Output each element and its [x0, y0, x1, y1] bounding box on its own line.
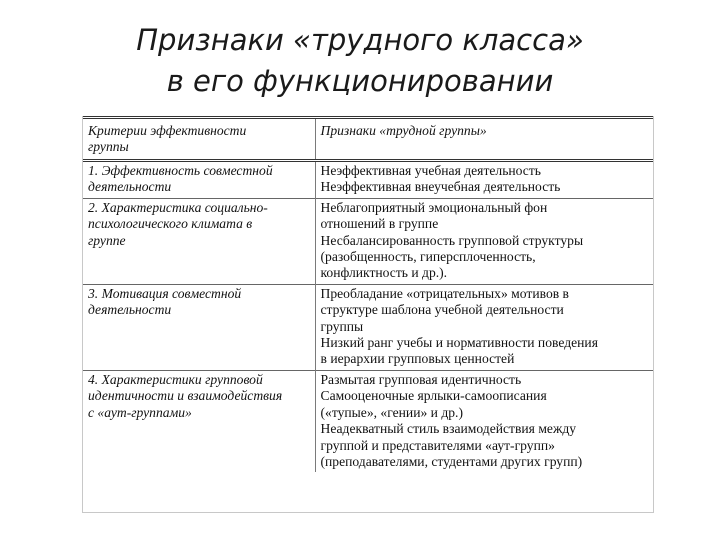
- table-row: [83, 284, 653, 370]
- slide-title-line-1: Признаки «трудного класса»: [136, 23, 584, 57]
- criteria-line: 4. Характеристики групповой: [88, 371, 263, 387]
- header-criteria-line: группы: [88, 139, 129, 155]
- row-4-signs: [315, 370, 653, 472]
- criteria-line: 1. Эффективность совместной: [88, 163, 273, 178]
- table-row: [83, 370, 653, 472]
- criteria-line: 2. Характеристика социально-: [88, 199, 268, 215]
- sign-line: Низкий ранг учебы и нормативности поведения: [320, 335, 598, 351]
- row-4-criteria: [83, 370, 315, 472]
- sign-line: Неэффективная внеучебная деятельность: [320, 179, 561, 195]
- criteria-table: [82, 116, 654, 513]
- sign-line: Несбалансированность групповой структуры: [320, 232, 584, 248]
- table-row: [83, 161, 653, 199]
- sign-line: Неблагоприятный эмоциональный фон: [320, 199, 548, 215]
- header-criteria-line: Критерии эффективности: [88, 123, 247, 138]
- table-row: [83, 198, 653, 284]
- sign-line: Самооценочные ярлыки-самоописания: [320, 388, 547, 404]
- sign-line: в иерархии групповых ценностей: [320, 351, 515, 367]
- header-signs: [315, 118, 653, 161]
- row-1-criteria: [83, 161, 315, 199]
- row-3-signs: [315, 284, 653, 370]
- header-criteria: [83, 118, 315, 161]
- slide-title: [0, 20, 720, 102]
- sign-line: Преобладание «отрицательных» мотивов в: [320, 285, 569, 301]
- sign-line: (преподавателями, студентами других групп): [320, 453, 583, 469]
- sign-line: структуре шаблона учебной деятельности: [320, 302, 564, 318]
- row-2-criteria: [83, 198, 315, 284]
- slide-title-line-2: в его функционировании: [166, 64, 554, 98]
- row-2-signs: [315, 198, 653, 284]
- sign-line: группой и представителями «аут-групп»: [320, 437, 555, 453]
- table-header-row: [83, 118, 653, 161]
- row-3-criteria: [83, 284, 315, 370]
- sign-line: Размытая групповая идентичность: [320, 371, 522, 387]
- criteria-line: деятельности: [88, 179, 172, 195]
- sign-line: («тупые», «гении» и др.): [320, 404, 463, 420]
- sign-line: конфликтность и др.).: [320, 265, 448, 281]
- sign-line: Неадекватный стиль взаимодействия между: [320, 421, 577, 437]
- criteria-line: 3. Мотивация совместной: [88, 285, 242, 301]
- criteria-line: группе: [88, 232, 126, 248]
- sign-line: группы: [320, 318, 364, 334]
- criteria-line: идентичности и взаимодействия: [88, 388, 283, 404]
- criteria-line: психологического климата в: [88, 216, 253, 232]
- row-1-signs: [315, 161, 653, 199]
- sign-line: Неэффективная учебная деятельность: [320, 163, 541, 178]
- criteria-line: с «аут-группами»: [88, 404, 192, 420]
- sign-line: (разобщенность, гиперсплоченность,: [320, 249, 536, 265]
- sign-line: отношений в группе: [320, 216, 439, 232]
- criteria-line: деятельности: [88, 302, 172, 318]
- header-signs-line: Признаки «трудной группы»: [320, 123, 487, 138]
